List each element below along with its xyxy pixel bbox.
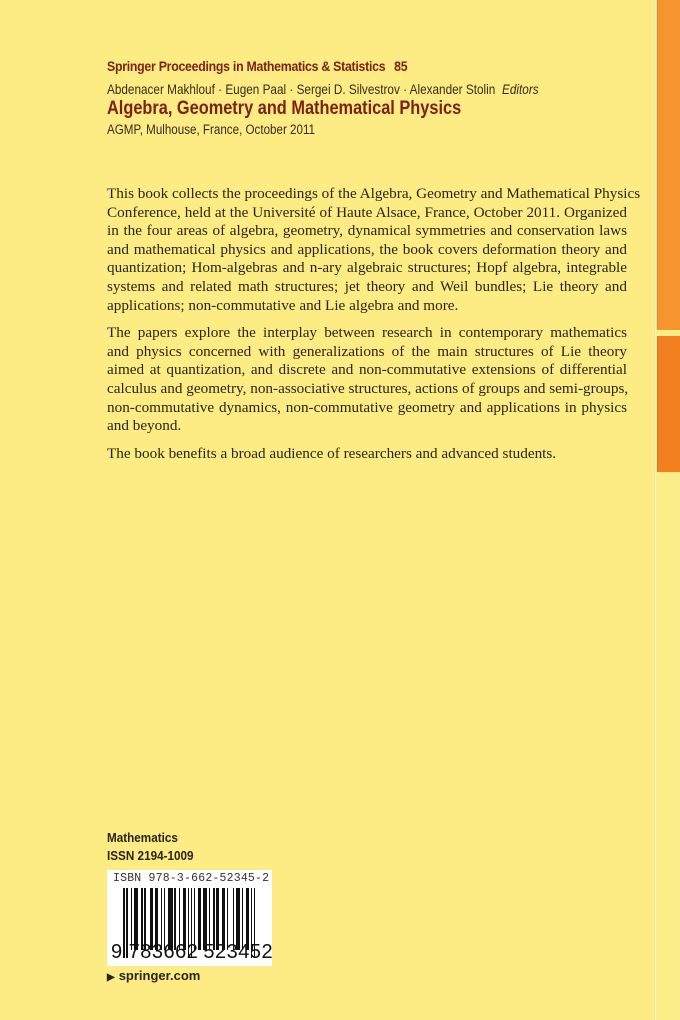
barcode-digit-group-1: 783662 <box>128 941 199 963</box>
book-title: Algebra, Geometry and Mathematical Physics <box>107 98 462 119</box>
text-line: and beyond. <box>107 417 182 435</box>
text-line: and mathematical physics and applications, the book covers deformation theory and <box>107 240 627 258</box>
series-name: Springer Proceedings in Mathematics & Statistics <box>107 58 386 74</box>
subject-label: Mathematics <box>107 830 178 845</box>
description <box>107 185 641 472</box>
editors-role: Editors <box>502 81 539 97</box>
text-line: calculus and geometry, non-associative structures, actions of groups and semi-groups, <box>107 379 629 397</box>
spine-orange-band-top <box>657 0 680 330</box>
text-line: aimed at quantization, and discrete and non-commutative extensions of differential <box>107 361 627 379</box>
text-line: The book benefits a broad audience of researchers and advanced students. <box>107 444 557 462</box>
spine-orange-band-bottom <box>657 336 680 472</box>
barcode-digits <box>111 941 273 964</box>
text-line: The papers explore the interplay between research in contemporary mathematics <box>107 324 627 342</box>
website-text: springer.com <box>118 968 201 983</box>
book-subtitle: AGMP, Mulhouse, France, October 2011 <box>107 122 316 137</box>
editors-line <box>107 81 539 97</box>
text-line: applications; non-commutative and Lie algebra and more. <box>107 296 459 314</box>
description-paragraph-1 <box>107 185 641 315</box>
series-line <box>107 58 559 74</box>
series-volume: 85 <box>394 58 408 74</box>
text-line: in the four areas of algebra, geometry, dynamical symmetries and conservation laws <box>107 222 627 240</box>
description-paragraph-2 <box>107 324 627 436</box>
isbn-text: ISBN 978-3-662-52345-2 <box>113 872 270 885</box>
text-line: quantization; Hom-algebras and n-ary algebraic structures; Hopf algebra, integrable <box>107 259 627 277</box>
issn-label: ISSN 2194-1009 <box>107 848 194 863</box>
text-line: This book collects the proceedings of the Algebra, Geometry and Mathematical Physics <box>107 185 641 202</box>
barcode-digit-group-2: 523452 <box>203 941 274 963</box>
text-line: non-commutative dynamics, non-commutative geometry and applications in physics <box>107 398 627 416</box>
barcode-digit-first: 9 <box>111 941 123 963</box>
text-line: and physics concerned with generalizations of the main structures of Lie theory <box>107 342 627 360</box>
isbn-barcode <box>107 870 272 966</box>
cover-header <box>107 58 621 137</box>
publisher-website[interactable] <box>107 968 200 983</box>
editors-names: Abdenacer Makhlouf · Eugen Paal · Sergei D. Silvestrov · Alexander Stolin <box>107 81 496 97</box>
triangle-right-icon: ▶ <box>107 972 115 983</box>
text-line: systems and related math structures; jet theory and Weil bundles; Lie theory and <box>107 277 627 295</box>
description-paragraph-3 <box>107 445 627 464</box>
cover-footer <box>107 830 203 863</box>
text-line: Conference, held at the Université of Haute Alsace, France, October 2011. Organized <box>107 203 627 221</box>
